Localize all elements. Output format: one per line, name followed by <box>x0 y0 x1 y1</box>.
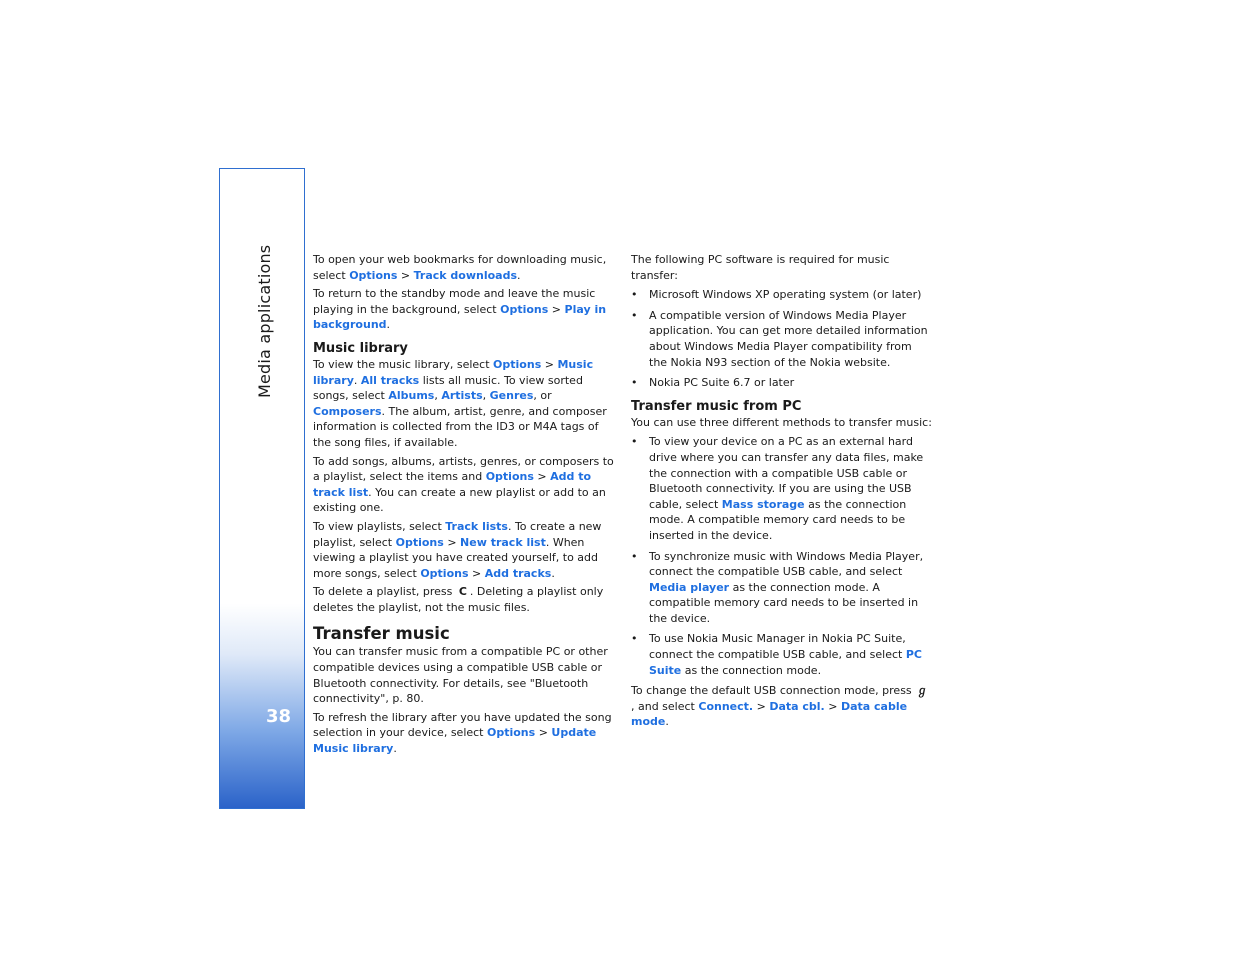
paragraph-refresh-library <box>313 710 617 757</box>
menu-link-all-tracks[interactable]: All tracks <box>360 373 420 387</box>
page-number: 38 <box>266 706 292 727</box>
menu-key-icon: ℊ <box>916 684 928 698</box>
text: . <box>393 742 397 756</box>
paragraph-delete-playlist <box>313 584 617 615</box>
section-title: Media applications <box>255 244 274 398</box>
methods-list <box>631 434 933 678</box>
requirements-list <box>631 287 933 391</box>
text: To return to the standby mode and leave the music playing in the background, select <box>313 287 596 316</box>
menu-link-new-track-list[interactable]: New track list <box>460 535 546 549</box>
heading-transfer-music: Transfer music <box>313 624 450 644</box>
menu-link-albums[interactable]: Albums <box>388 389 435 403</box>
bullet: • <box>631 308 638 322</box>
text: To open your web bookmarks for downloading music, select <box>313 253 607 282</box>
menu-link-add-tracks[interactable]: Add tracks <box>484 566 552 580</box>
menu-link-media-player[interactable]: Media player <box>649 580 730 594</box>
bullet: • <box>631 632 638 646</box>
bullet: • <box>631 435 638 449</box>
text: To change the default USB connection mode, press <box>631 684 916 698</box>
list-item <box>631 287 933 303</box>
text: To use Nokia Music Manager in Nokia PC Suite, connect the compatible USB cable, and select <box>649 632 906 662</box>
paragraph-pc-software: The following PC software is required for music transfer: <box>631 253 890 282</box>
text: . You can create a new playlist or add to an existing one. <box>313 485 606 515</box>
text: , <box>482 389 490 403</box>
text: . The album, artist, genre, and composer information is collected from the ID3 or M4A tags of the song files, if available. <box>313 404 607 449</box>
separator: > <box>753 699 770 713</box>
menu-link-composers[interactable]: Composers <box>313 404 382 418</box>
text: . Deleting a playlist only deletes the playlist, not the music files. <box>313 585 604 614</box>
paragraph-playlists <box>313 519 617 581</box>
text: lists all music. To view sorted songs, select <box>313 373 583 403</box>
menu-link-genres[interactable]: Genres <box>489 389 534 403</box>
menu-link-options[interactable]: Options <box>500 302 549 316</box>
separator: > <box>397 268 414 282</box>
menu-link-options[interactable]: Options <box>349 268 398 282</box>
menu-link-mass-storage[interactable]: Mass storage <box>721 497 805 511</box>
text: . <box>665 715 669 729</box>
text: . <box>353 373 361 387</box>
text: A compatible version of Windows Media Player application. You can get more detailed information about Windows Media Player compatibility from the Nokia N93 section of the Nokia website. <box>649 308 928 369</box>
text: To add songs, albums, artists, genres, or composers to a playlist, select the items and <box>313 454 614 484</box>
text: To view the music library, select <box>313 357 494 371</box>
text: as the connection mode. <box>681 663 822 677</box>
menu-link-options[interactable]: Options <box>493 357 542 371</box>
menu-link-options[interactable]: Options <box>487 726 536 740</box>
bullet: • <box>631 549 638 563</box>
paragraph-transfer-intro: You can transfer music from a compatible PC or other compatible devices using a compatible USB cable or Bluetooth connectivity. For details, see "Bluetooth connectivity", p. 80. <box>313 645 608 706</box>
list-item <box>631 631 933 678</box>
text: Microsoft Windows XP operating system (or later) <box>649 288 922 302</box>
paragraph-methods-intro: You can use three different methods to transfer music: <box>631 415 932 429</box>
menu-link-data-cable-mode[interactable]: Data cable mode <box>631 699 908 729</box>
menu-link-pc-suite[interactable]: PC Suite <box>649 648 922 677</box>
list-item <box>631 434 933 543</box>
paragraph-add-songs <box>313 454 617 516</box>
list-item <box>631 549 933 627</box>
text: . To create a new playlist, select <box>313 519 602 549</box>
menu-link-options[interactable]: Options <box>485 470 534 484</box>
menu-link-update-music-library[interactable]: Update Music library <box>313 726 597 756</box>
menu-link-options[interactable]: Options <box>420 566 469 580</box>
menu-link-connect[interactable]: Connect. <box>698 699 754 713</box>
separator: > <box>824 699 841 713</box>
paragraph-web-bookmarks <box>313 252 617 283</box>
text: To synchronize music with Windows Media Player, connect the compatible USB cable, and select <box>649 549 924 579</box>
text: . <box>517 268 521 282</box>
menu-link-track-downloads[interactable]: Track downloads <box>413 268 518 282</box>
list-item <box>631 308 933 370</box>
menu-link-options[interactable]: Options <box>395 535 444 549</box>
heading-music-library: Music library <box>313 340 408 356</box>
text: To delete a playlist, press <box>313 585 456 599</box>
separator: > <box>468 566 485 580</box>
menu-link-artists[interactable]: Artists <box>441 389 483 403</box>
separator: > <box>533 470 551 484</box>
text: To refresh the library after you have updated the song selection in your device, select <box>313 710 612 740</box>
separator: > <box>541 357 558 371</box>
text: , and select <box>631 699 699 713</box>
menu-link-track-lists[interactable]: Track lists <box>445 519 508 533</box>
menu-link-data-cbl[interactable]: Data cbl. <box>769 699 825 713</box>
separator: > <box>535 726 552 740</box>
right-column <box>631 252 933 733</box>
text: . When viewing a playlist you have created yourself, to add more songs, select <box>313 535 599 580</box>
text: as the connection mode. A compatible memory card needs to be inserted in the device. <box>649 580 919 625</box>
paragraph-standby <box>313 286 617 333</box>
list-item <box>631 375 933 391</box>
heading-transfer-from-pc: Transfer music from PC <box>631 398 802 414</box>
menu-link-play-in-background[interactable]: Play in background <box>313 302 607 332</box>
menu-link-music-library[interactable]: Music library <box>313 357 594 387</box>
text: To view your device on a PC as an external hard drive where you can transfer any data files, make the connection with a compatible USB cable or Bluetooth connectivity. If you are using the USB cable, select <box>649 435 924 511</box>
clear-key-icon: C <box>458 585 467 599</box>
separator: > <box>443 535 461 549</box>
text: , <box>434 389 442 403</box>
separator: > <box>548 302 565 316</box>
left-column <box>313 252 617 760</box>
bullet: • <box>631 376 638 390</box>
menu-link-add-to-track-list[interactable]: Add to track list <box>313 470 592 499</box>
text: . <box>551 566 555 580</box>
paragraph-usb-mode <box>631 683 933 730</box>
bullet: • <box>631 288 638 302</box>
paragraph-music-library <box>313 357 617 451</box>
text: as the connection mode. A compatible memory card needs to be inserted in the device. <box>649 497 907 542</box>
text: To view playlists, select <box>313 519 446 533</box>
text: . <box>386 318 391 332</box>
text: Nokia PC Suite 6.7 or later <box>649 376 795 390</box>
text: , or <box>533 389 552 403</box>
